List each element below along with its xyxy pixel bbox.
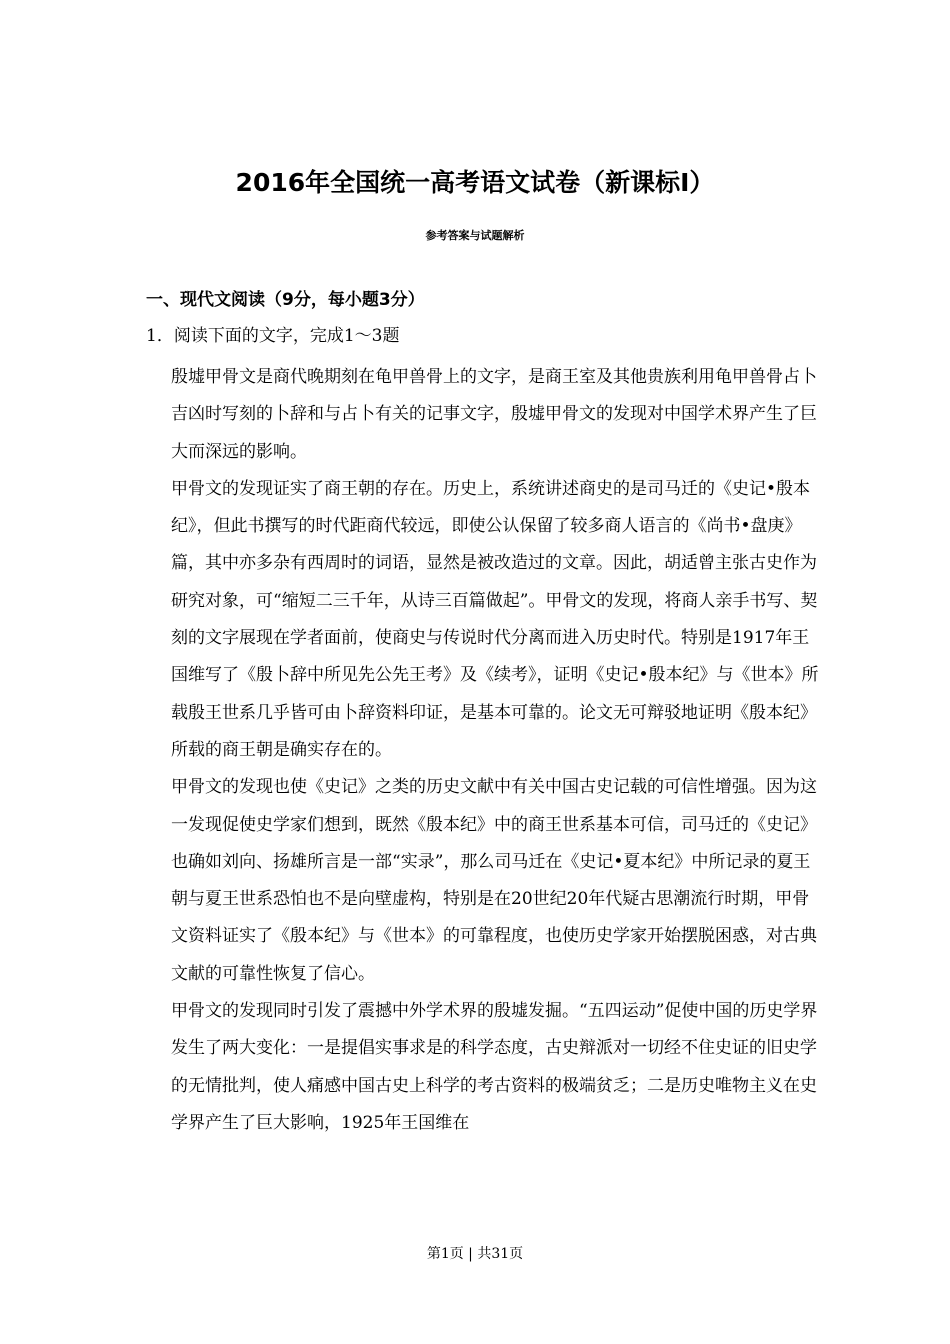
question-prompt: 1．阅读下面的文字，完成1～3题 bbox=[146, 326, 400, 346]
subtitle: 参考答案与试题解析 bbox=[425, 229, 525, 242]
passage-paragraph: 甲骨文的发现也使《史记》之类的历史文献中有关中国古史记载的可信性增强。因为这一发现促使史学家们想到，既然《殷本纪》中的商王世系基本可信，司马迁的《史记》也确如刘向、扬雄所言是一部“实录”，那么司马迁在《史记•夏本纪》中所记录的夏王朝与夏王世系恐怕也不是向壁虚构，特别是在20世纪20年代疑古思潮流行时期，甲骨文资料证实了《殷本纪》与《世本》的可靠程度，也使历史学家开始摆脱困惑，对古典文献的可靠性恢复了信心。 bbox=[171, 777, 817, 984]
page-footer: 第1页 | 共31页 bbox=[426, 1246, 524, 1262]
page-title: 2016年全国统一高考语文试卷（新课标Ⅰ） bbox=[235, 168, 715, 197]
passage-paragraph: 甲骨文的发现证实了商王朝的存在。历史上，系统讲述商史的是司马迁的《史记•殷本纪》，但此书撰写的时代距商代较远，即使公认保留了较多商人语言的《尚书•盘庚》篇，其中亦多杂有西周时的词语，显然是被改造过的文章。因此，胡适曾主张古史作为研究对象，可“缩短二三千年，从诗三百篇做起”。甲骨文的发现，将商人亲手书写、契刻的文字展现在学者面前，使商史与传说时代分离而进入历史时代。特别是1917年王国维写了《殷卜辞中所见先公先王考》及《续考》，证明《史记•殷本纪》与《世本》所载殷王世系几乎皆可由卜辞资料印证，是基本可靠的。论文无可辩驳地证明《殷本纪》所载的商王朝是确实存在的。 bbox=[171, 478, 819, 760]
passage-paragraph: 殷墟甲骨文是商代晚期刻在龟甲兽骨上的文字，是商王室及其他贵族利用龟甲兽骨占卜吉凶时写刻的卜辞和与占卜有关的记事文字，殷墟甲骨文的发现对中国学术界产生了巨大而深远的影响。 bbox=[171, 367, 817, 462]
reading-passage bbox=[163, 359, 825, 1142]
section-heading: 一、现代文阅读（9分，每小题3分） bbox=[146, 290, 425, 310]
passage-paragraph: 甲骨文的发现同时引发了震撼中外学术界的殷墟发掘。“五四运动”促使中国的历史学界发生了两大变化：一是提倡实事求是的科学态度，古史辩派对一切经不住史证的旧史学的无情批判，使人痛感中国古史上科学的考古资料的极端贫乏；二是历史唯物主义在史学界产生了巨大影响，1925年王国维在 bbox=[171, 1001, 818, 1133]
